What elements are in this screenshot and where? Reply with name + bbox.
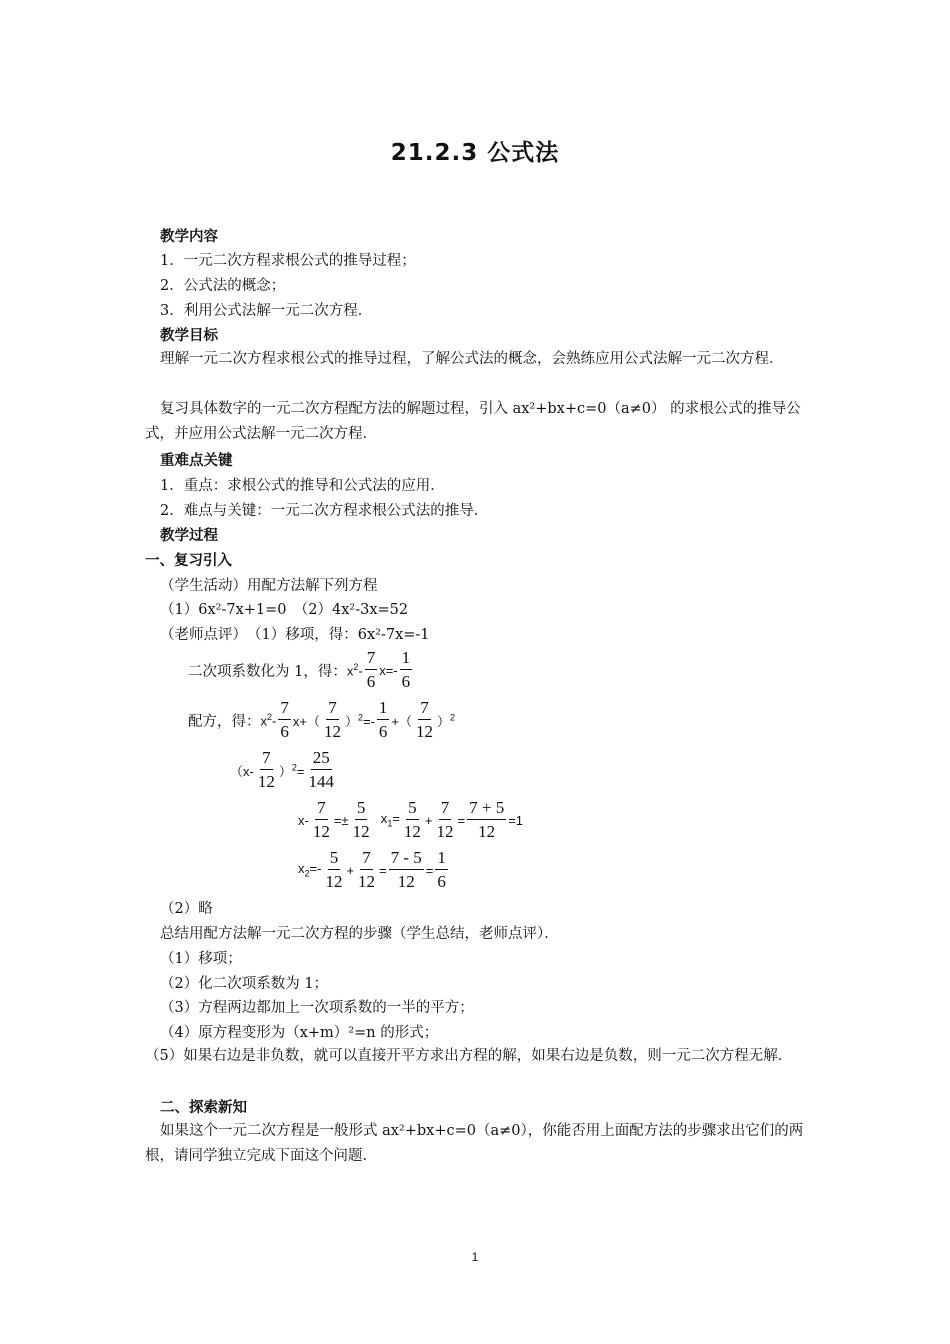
method-step-5: （5）如果右边是非负数，就可以直接开平方求出方程的解，如果右边是负数，则一元二次方程无解． bbox=[145, 1048, 793, 1064]
math-step-root-x2: $x_2=-$ $\frac{5}{12}$ + $\frac{7}{12}$ = $\frac{7 - 5}{12}$ = $\frac{1}{6}$ bbox=[298, 848, 446, 891]
keypoint-2: 2．难点与关键：一元二次方程求根公式法的推导． bbox=[160, 503, 489, 519]
step-complete-square-text: 配方，得： bbox=[188, 713, 261, 730]
method-step-2: （2）化二次项系数为 1； bbox=[160, 976, 329, 992]
math-step-root-x1: x- $\frac{7}{12}$ =± $\frac{5}{12}$ $x_1=$ $\frac{5}{12}$ + $\frac{7}{12}$ = $\frac{7 + 5}{12}$ =1 bbox=[298, 798, 524, 841]
student-activity: （学生活动）用配方法解下列方程 bbox=[160, 578, 378, 594]
fraction-5-12: $\frac{5}{12}$ bbox=[352, 798, 370, 841]
method-step-1: （1）移项； bbox=[160, 951, 242, 967]
heading-keypoints: 重难点关键 bbox=[160, 453, 233, 469]
fraction-7-12: $\frac{7}{12}$ bbox=[358, 848, 376, 891]
heading-content: 教学内容 bbox=[160, 229, 218, 245]
fraction-1-6: $\frac{1}{6}$ bbox=[378, 698, 388, 741]
omitted-note: （2）略 bbox=[160, 901, 213, 917]
equation-list bbox=[160, 601, 408, 619]
goals-paragraph-2: 复习具体数字的一元二次方程配方法的解题过程，引入 ax²+bx+c=0（a≠0） 的求根公式的推导公式，并应用公式法解一元二次方程． bbox=[145, 401, 801, 442]
fraction-7-6: $\frac{7}{6}$ bbox=[280, 698, 289, 741]
page-title: 21.2.3 公式法 bbox=[390, 140, 560, 166]
method-step-3: （3）方程两边都加上一次项系数的一半的平方； bbox=[160, 1000, 474, 1016]
math-step-complete-square: 配方，得： $x^2-$ $\frac{7}{6}$ x+（ $\frac{7}{12}$ ）$^2$=- $\frac{1}{6}$ +（ $\frac{7}{12}$ ）$^2$ bbox=[188, 698, 456, 741]
fraction-7plus5-12: $\frac{7 + 5}{12}$ bbox=[469, 798, 505, 841]
page-number: 1 bbox=[471, 1250, 479, 1264]
math-step-square-form: （x- $\frac{7}{12}$ ）$^2$= $\frac{25}{144}$ bbox=[230, 748, 334, 791]
heading-goals: 教学目标 bbox=[160, 328, 218, 344]
fraction-7-6: $\frac{7}{6}$ bbox=[366, 648, 376, 691]
heading-process: 教学过程 bbox=[160, 528, 218, 544]
fraction-1-6: $\frac{1}{6}$ bbox=[401, 648, 411, 691]
fraction-7minus5-12: $\frac{7 - 5}{12}$ bbox=[390, 848, 422, 891]
step-normalize-text: 二次项系数化为 1，得： bbox=[188, 663, 347, 680]
fraction-7-12: $\frac{7}{12}$ bbox=[257, 748, 275, 791]
subheading-review: 一、复习引入 bbox=[145, 553, 232, 569]
fraction-25-144: $\frac{25}{144}$ bbox=[308, 748, 334, 791]
method-step-4: （4）原方程变形为（x+m）²=n 的形式； bbox=[160, 1025, 439, 1041]
content-item-2: 2．公式法的概念； bbox=[160, 278, 286, 294]
fraction-5-12: $\frac{5}{12}$ bbox=[403, 798, 421, 841]
math-step-normalize: 二次项系数化为 1，得： $x^2-$ $\frac{7}{6}$ x=- $\frac{1}{6}$ bbox=[188, 648, 411, 691]
explore-paragraph: 如果这个一元二次方程是一般形式 ax²+bx+c=0（a≠0），你能否用上面配方法的步骤求出它们的两根，请同学独立完成下面这个问题． bbox=[145, 1123, 804, 1164]
equation-1: （1）6x²-7x+1=0 bbox=[160, 602, 287, 618]
fraction-5-12: $\frac{5}{12}$ bbox=[325, 848, 343, 891]
fraction-7-12: $\frac{7}{12}$ bbox=[416, 698, 433, 741]
fraction-7-12: $\frac{7}{12}$ bbox=[436, 798, 454, 841]
subheading-explore: 二、探索新知 bbox=[160, 1100, 247, 1116]
keypoint-1: 1．重点：求根公式的推导和公式法的应用． bbox=[160, 478, 445, 494]
goals-paragraph-1: 理解一元二次方程求根公式的推导过程，了解公式法的概念，会熟练应用公式法解一元二次方程． bbox=[160, 351, 784, 367]
content-item-1: 1．一元二次方程求根公式的推导过程； bbox=[160, 253, 416, 269]
summary-line: 总结用配方法解一元二次方程的步骤（学生总结，老师点评）． bbox=[160, 926, 559, 942]
content-item-3: 3．利用公式法解一元二次方程． bbox=[160, 303, 373, 319]
fraction-7-12: $\frac{7}{12}$ bbox=[323, 698, 341, 741]
fraction-1-6: $\frac{1}{6}$ bbox=[437, 848, 446, 891]
teacher-review: （老师点评） （1）移项，得：6x²-7x=-1 bbox=[160, 627, 430, 643]
equation-2: （2）4x²-3x=52 bbox=[301, 602, 409, 618]
fraction-7-12: $\frac{7}{12}$ bbox=[312, 798, 330, 841]
